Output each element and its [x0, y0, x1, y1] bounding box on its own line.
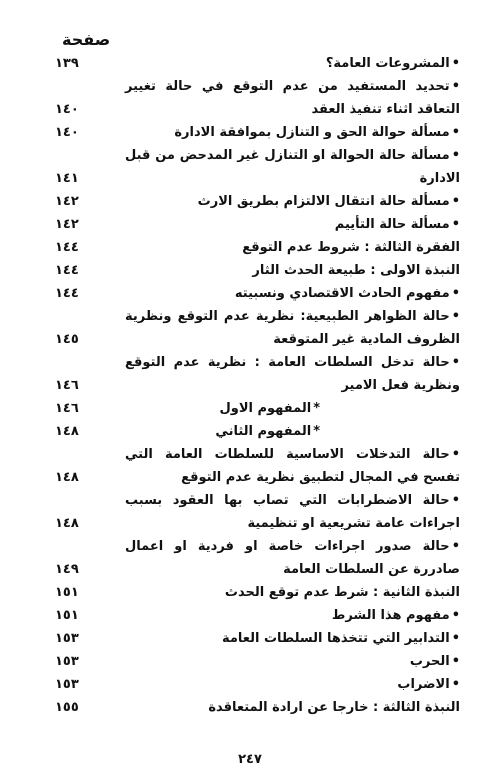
toc-entry	[55, 627, 460, 650]
toc-entry-title: • حالة الاضطرابات التي تصاب بها العقود بسبب اجراءات عامة تشريعية او تنظيمية	[125, 489, 460, 535]
toc-entry	[55, 144, 460, 190]
table-of-contents	[55, 52, 460, 719]
toc-entry	[55, 489, 460, 535]
toc-entry-page: ١٥٥	[55, 700, 79, 715]
toc-entry-title: • تحديد المستفيد من عدم التوقع في حالة تغيير التعاقد اثناء تنفيذ العقد	[125, 75, 460, 121]
toc-entry-title: • مسألة حالة انتقال الالتزام بطريق الارث	[125, 190, 460, 213]
page-column-header: صفحة	[62, 30, 111, 49]
toc-entry-title: • مسألة حالة التأييم	[125, 213, 460, 236]
toc-entry	[55, 581, 460, 604]
toc-entry-page: ١٤٩	[55, 562, 79, 577]
toc-entry	[55, 121, 460, 144]
toc-entry-title: الفقرة الثالثة : شروط عدم التوقع	[242, 240, 460, 255]
toc-entry	[55, 75, 460, 121]
toc-entry	[55, 213, 460, 236]
toc-entry	[55, 397, 460, 420]
toc-entry-title: • مسألة حالة الحوالة او التنازل غير المدحض من قبل الادارة	[125, 144, 460, 190]
toc-entry-title: النبذة الاولى : طبيعة الحدث الثار	[252, 263, 460, 278]
toc-entry-title: • مسألة حوالة الحق و التنازل بموافقة الادارة	[125, 121, 460, 144]
toc-entry-title: • مفهوم هذا الشرط	[125, 604, 460, 627]
toc-entry-title: * المفهوم الثاني	[125, 420, 460, 443]
toc-entry-title: • مفهوم الحادث الاقتصادي ونسبيته	[125, 282, 460, 305]
toc-entry	[55, 351, 460, 397]
toc-entry-title: • الحرب	[125, 650, 460, 673]
toc-entry-page: ١٥٣	[55, 677, 79, 692]
toc-entry	[55, 305, 460, 351]
toc-entry-page: ١٤٠	[55, 102, 79, 117]
toc-entry-page: ١٤٤	[55, 263, 79, 278]
toc-entry	[55, 673, 460, 696]
toc-entry-title: * المفهوم الاول	[125, 397, 460, 420]
toc-entry-page: ١٥٣	[55, 631, 79, 646]
toc-entry	[55, 190, 460, 213]
toc-entry-page: ١٤٦	[55, 378, 79, 393]
toc-entry	[55, 696, 460, 719]
toc-entry-page: ١٥٣	[55, 654, 79, 669]
toc-entry-page: ١٤٢	[55, 217, 79, 232]
toc-entry-page: ١٤٨	[55, 424, 79, 439]
toc-entry-page: ١٥١	[55, 585, 79, 600]
page-number: ٢٤٧	[238, 752, 262, 767]
toc-entry-title: • المشروعات العامة؟	[125, 52, 460, 75]
toc-entry-title: • حالة التدخلات الاساسية للسلطات العامة التي تفسح في المجال لتطبيق نظرية عدم التوقع	[125, 443, 460, 489]
toc-entry-page: ١٤٤	[55, 286, 79, 301]
toc-entry-title: • حالة الظواهر الطبيعية: نظرية عدم التوقع ونظرية الظروف المادية غير المتوقعة	[125, 305, 460, 351]
toc-entry-page: ١٤٨	[55, 470, 79, 485]
toc-entry-title: • حالة تدخل السلطات العامة : نظرية عدم التوقع ونظرية فعل الامير	[125, 351, 460, 397]
toc-entry	[55, 604, 460, 627]
toc-entry	[55, 443, 460, 489]
toc-entry	[55, 535, 460, 581]
toc-entry-title: • الاضراب	[125, 673, 460, 696]
toc-entry	[55, 420, 460, 443]
toc-entry	[55, 650, 460, 673]
toc-entry-page: ١٤٠	[55, 125, 79, 140]
toc-entry-page: ١٤٥	[55, 332, 79, 347]
toc-entry-title: • التدابير التي تتخذها السلطات العامة	[125, 627, 460, 650]
toc-entry-title: • حالة صدور اجراءات خاصة او فردية او اعمال صادررة عن السلطات العامة	[125, 535, 460, 581]
toc-entry-page: ١٤٢	[55, 194, 79, 209]
toc-entry	[55, 52, 460, 75]
toc-entry	[55, 236, 460, 259]
toc-entry-page: ١٥١	[55, 608, 79, 623]
toc-entry-page: ١٤٨	[55, 516, 79, 531]
toc-entry	[55, 259, 460, 282]
toc-entry-page: ١٤١	[55, 171, 79, 186]
toc-entry-page: ١٤٤	[55, 240, 79, 255]
toc-entry-page: ١٣٩	[55, 56, 79, 71]
toc-entry-title: النبذة الثانية : شرط عدم توقع الحدث	[224, 585, 460, 600]
toc-entry	[55, 282, 460, 305]
toc-entry-title: النبذة الثالثة : خارجا عن ارادة المتعاقدة	[208, 700, 460, 715]
toc-entry-page: ١٤٦	[55, 401, 79, 416]
